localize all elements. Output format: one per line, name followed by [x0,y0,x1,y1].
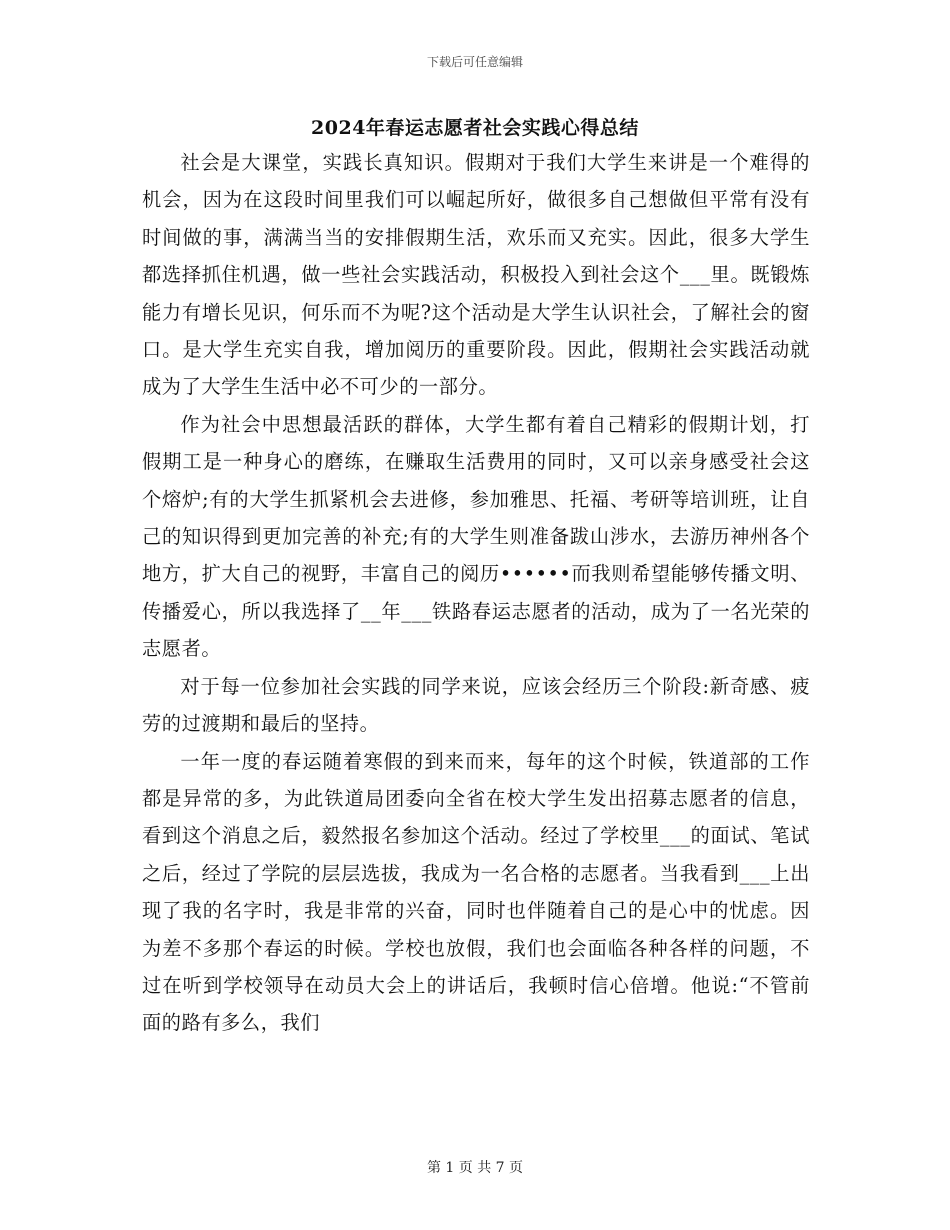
header-note: 下载后可任意编辑 [426,55,523,69]
paragraph: 社会是大课堂，实践长真知识。假期对于我们大学生来讲是一个难得的机会，因为在这段时间里我们可以崛起所好，做很多自己想做但平常有没有时间做的事，满满当当的安排假期生活，欢乐而又充实。因此，很多大学生都选择抓住机遇，做一些社会实践活动，积极投入到社会这个___里。既锻炼能力有增长见识，何乐而不为呢?这个活动是大学生认识社会，了解社会的窗口。是大学生充实自我，增加阅历的重要阶段。因此，假期社会实践活动就成为了大学生生活中必不可少的一部分。 [142,151,810,399]
page-number: 第 1 页 共 7 页 [426,1160,524,1176]
document-body [142,144,810,1042]
paragraph: 对于每一位参加社会实践的同学来说，应该会经历三个阶段:新奇感、疲劳的过渡期和最后的坚持。 [142,674,810,736]
paragraph: 作为社会中思想最活跃的群体，大学生都有着自己精彩的假期计划，打假期工是一种身心的磨练，在赚取生活费用的同时，又可以亲身感受社会这个熔炉;有的大学生抓紧机会去进修，参加雅思、托福、考研等培训班，让自己的知识得到更加完善的补充;有的大学生则准备跋山涉水，去游历神州各个地方，扩大自己的视野，丰富自己的阅历••••••而我则希望能够传播文明、传播爱心，所以我选择了__年___铁路春运志愿者的活动，成为了一名光荣的志愿者。 [142,412,810,661]
paragraph: 一年一度的春运随着寒假的到来而来，每年的这个时候，铁道部的工作都是异常的多，为此铁道局团委向全省在校大学生发出招募志愿者的信息，看到这个消息之后，毅然报名参加这个活动。经过了学校里___的面试、笔试之后，经过了学院的层层选拔，我成为一名合格的志愿者。当我看到___上出现了我的名字时，我是非常的兴奋，同时也伴随着自己的是心中的忧虑。因为差不多那个春运的时候。学校也放假，我们也会面临各种各样的问题，不过在听到学校领导在动员大会上的讲话后，我顿时信心倍增。他说:“不管前面的路有多么，我们 [142,749,810,1035]
document-title: 2024年春运志愿者社会实践心得总结 [311,117,639,139]
